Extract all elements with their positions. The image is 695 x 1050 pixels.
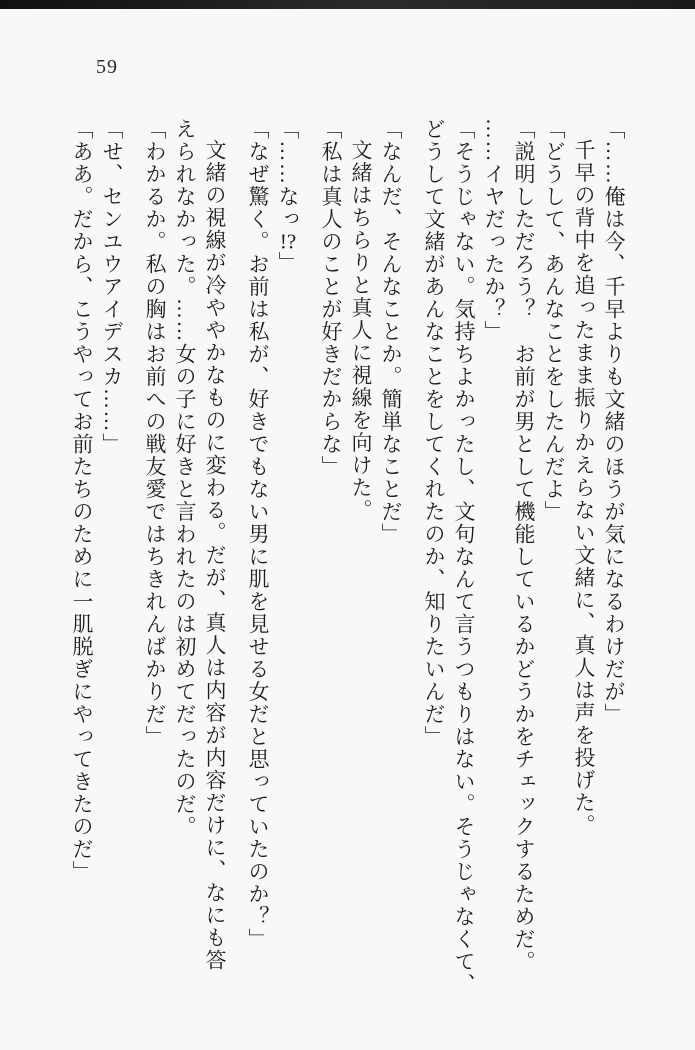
- text-column: 「……俺は今、千早よりも文緒のほうが気になるわけだが」: [602, 118, 626, 726]
- text-column: 千早の背中を追ったまま振りかえらない文緒に、真人は声を投げた。: [572, 139, 596, 837]
- text-column: 「なぜ驚く。お前は私が、好きでもない男に肌を見せる女だと思っていたのか？」: [246, 118, 270, 951]
- text-run: 「……なっ: [276, 118, 300, 231]
- paragraph: [376, 118, 406, 1006]
- text-column: 文緒の視線が冷ややかなものに変わる。だが、真人は内容が内容だけに、なにも答: [203, 139, 227, 972]
- text-column: 「なんだ、そんなことか。簡単なことだ」: [379, 118, 403, 546]
- tatechuyoko-run: !?: [279, 230, 297, 252]
- page-number: 59: [96, 56, 118, 78]
- paragraph: [243, 118, 273, 1006]
- text-column: [273, 118, 303, 1006]
- paragraph: [316, 118, 346, 1006]
- text-column: 「ああ。だから、こうやってお前たちのために一肌脱ぎにやってきたのだ」: [70, 118, 94, 883]
- paragraph: [273, 118, 303, 1006]
- text-column: 「説明しただろう？ お前が男として機能しているかどうかをチェックするためだ。: [512, 118, 536, 973]
- text-column: どうして文緒があんなことをしてくれたのか、知りたいんだ」: [422, 118, 446, 748]
- text-column: 「どうして、あんなことをしたんだよ」: [542, 118, 566, 523]
- text-column: 「わかるか。私の胸はお前への戦友愛ではちきれんばかりだ」: [143, 118, 167, 748]
- paragraph: [346, 118, 376, 1006]
- paragraph: [539, 118, 569, 1006]
- text-column: 文緒はちらりと真人に視線を向けた。: [349, 139, 373, 522]
- text-column: 「そうじゃない。気持ちよかったし、文句なんて言うつもりはない。そうじゃなくて、: [452, 118, 476, 996]
- paragraph: [419, 118, 479, 1006]
- text-column: えられなかった。……女の子に好きと言われたのは初めてだったのだ。: [173, 118, 197, 838]
- vertical-text-block: [67, 118, 629, 1006]
- paragraph: [599, 118, 629, 1006]
- paragraph: [479, 118, 539, 1006]
- paragraph: [67, 118, 97, 1006]
- paragraph: [97, 118, 127, 1006]
- paragraph: [170, 118, 230, 1006]
- scan-edge-top: [0, 0, 695, 9]
- text-run: 」: [276, 251, 300, 274]
- paragraph: [140, 118, 170, 1006]
- paragraph: [569, 118, 599, 1006]
- text-column: 「せ、センユウアイデスカ……」: [100, 118, 124, 456]
- text-column: 「私は真人のことが好きだからな」: [319, 118, 343, 478]
- text-column: ……イヤだったか？」: [482, 118, 506, 343]
